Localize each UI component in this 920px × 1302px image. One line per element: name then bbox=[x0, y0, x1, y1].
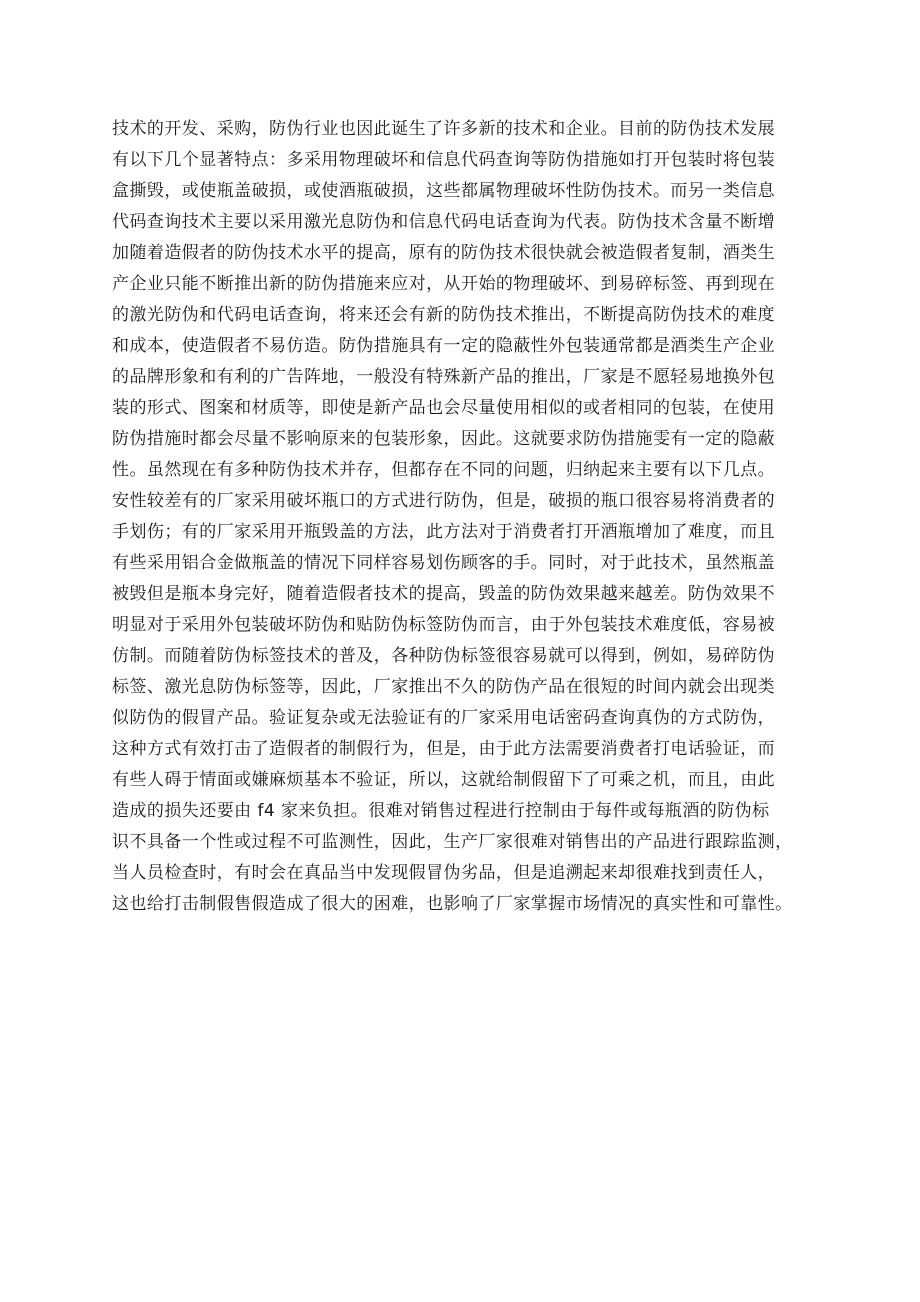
text-line: 和成本，使造假者不易仿造。防伪措施具有一定的隐蔽性外包装通常都是酒类生产企业 bbox=[112, 336, 776, 356]
text-line: 加随着造假者的防伪技术水平的提高，原有的防伪技术很快就会被造假者复制，酒类生 bbox=[112, 243, 776, 263]
text-line: 识不具备一个性或过程不可监测性，因此，生产厂家很难对销售出的产品进行跟踪监测， bbox=[112, 832, 793, 852]
text-line: 性。虽然现在有多种防伪技术并存，但都存在不同的问题，归纳起来主要有以下几点。 bbox=[112, 460, 776, 480]
text-line: 代码查询技术主要以采用激光息防伪和信息代码电话查询为代表。防伪技术含量不断增 bbox=[112, 212, 776, 232]
text-line: 有以下几个显著特点：多采用物理破坏和信息代码查询等防伪措施如打开包装时将包装 bbox=[112, 150, 776, 170]
text-line: 有些采用铝合金做瓶盖的情况下同样容易划伤顾客的手。同时，对于此技术，虽然瓶盖 bbox=[112, 553, 776, 573]
text-line: 当人员检查时，有时会在真品当中发现假冒伪劣品，但是追溯起来却很难找到责任人， bbox=[112, 863, 776, 883]
body-text bbox=[112, 114, 824, 920]
text-line: 防伪措施时都会尽量不影响原来的包装形象，因此。这就要求防伪措施雯有一定的隐蔽 bbox=[112, 429, 776, 449]
text-line: 产企业只能不断推出新的防伪措施来应对，从开始的物理破坏、到易碎标签、再到现在 bbox=[112, 274, 776, 294]
text-line: 技术的开发、采购，防伪行业也因此诞生了许多新的技术和企业。目前的防伪技术发展 bbox=[112, 119, 776, 139]
text-line: 手划伤；有的厂家采用开瓶毁盖的方法，此方法对于消费者打开酒瓶增加了难度，而且 bbox=[112, 522, 776, 542]
text-line: 装的形式、图案和材质等，即使是新产品也会尽量使用相似的或者相同的包装，在使用 bbox=[112, 398, 776, 418]
text-line: 造成的损失还要由 f4 家来负担。很难对销售过程进行控制由于每件或每瓶酒的防伪标 bbox=[112, 801, 770, 821]
text-line: 安性较差有的厂家采用破坏瓶口的方式进行防伪，但是，破损的瓶口很容易将消费者的 bbox=[112, 491, 776, 511]
text-line: 有些人碍于情面或嫌麻烦基本不验证，所以，这就给制假留下了可乘之机，而且，由此 bbox=[112, 770, 776, 790]
text-line: 盒撕毁，或使瓶盖破损，或使酒瓶破损，这些都属物理破坏性防伪技术。而另一类信息 bbox=[112, 181, 776, 201]
text-line: 这也给打击制假售假造成了很大的困难，也影响了厂家掌握市场情况的真实性和可靠性。 bbox=[112, 894, 793, 914]
text-line: 明显对于采用外包装破坏防伪和贴防伪标签防伪而言，由于外包装技术难度低，容易被 bbox=[112, 615, 776, 635]
text-line: 标签、激光息防伪标签等，因此，厂家推出不久的防伪产品在很短的时间内就会出现类 bbox=[112, 677, 776, 697]
text-line: 的品牌形象和有利的广告阵地，一般没有特殊新产品的推出，厂家是不愿轻易地换外包 bbox=[112, 367, 776, 387]
text-line: 仿制。而随着防伪标签技术的普及，各种防伪标签很容易就可以得到，例如，易碎防伪 bbox=[112, 646, 776, 666]
text-line: 似防伪的假冒产品。验证复杂或无法验证有的厂家采用电话密码查询真伪的方式防伪， bbox=[112, 708, 776, 728]
text-line: 的激光防伪和代码电话查询，将来还会有新的防伪技术推出，不断提高防伪技术的难度 bbox=[112, 305, 776, 325]
text-line: 被毁但是瓶本身完好，随着造假者技术的提高，毁盖的防伪效果越来越差。防伪效果不 bbox=[112, 584, 776, 604]
text-line: 这种方式有效打击了造假者的制假行为，但是，由于此方法需要消费者打电话验证，而 bbox=[112, 739, 776, 759]
